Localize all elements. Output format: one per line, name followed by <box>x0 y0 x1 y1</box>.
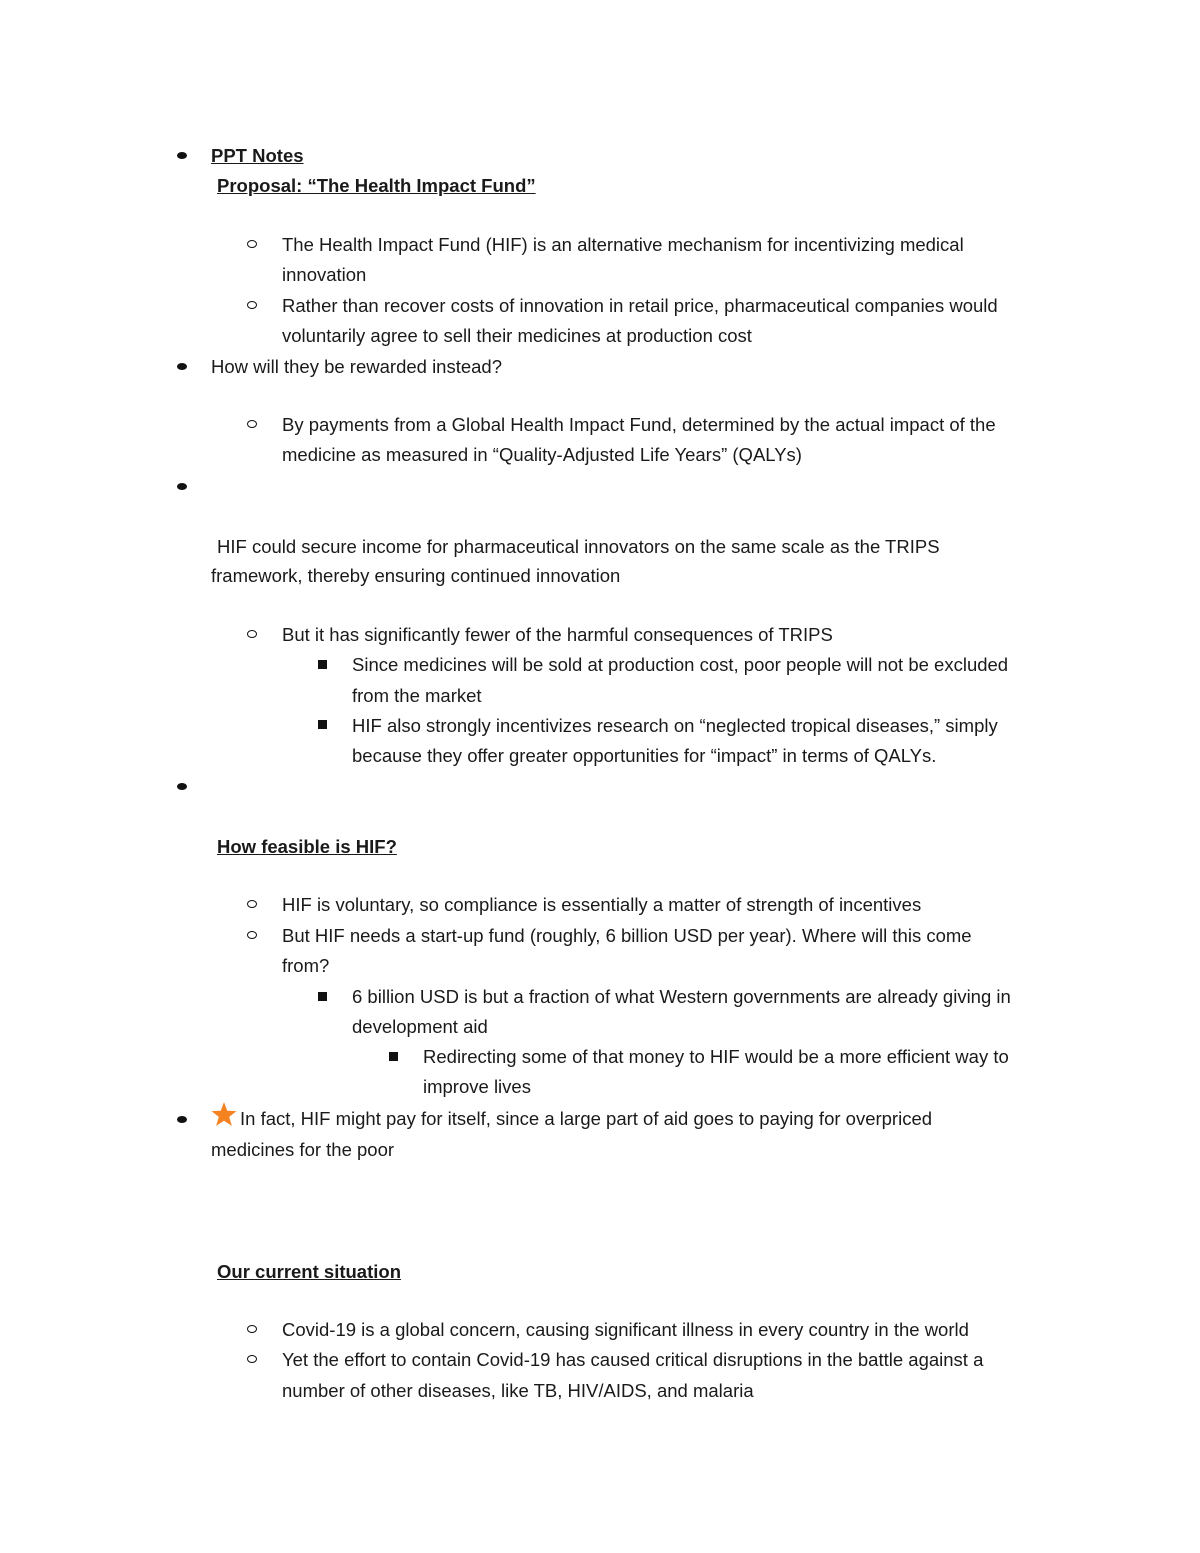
star-icon <box>211 1101 237 1127</box>
text-line: medicines for the poor <box>211 1139 395 1160</box>
bullet-circle <box>247 931 257 939</box>
bullet-disc <box>177 152 187 159</box>
situation-heading: Our current situation <box>217 1261 401 1282</box>
text-line: HIF also strongly incentivizes research on “neglected tropical diseases,” simply <box>352 715 998 736</box>
bullet-circle <box>247 240 257 248</box>
text-line: voluntarily agree to sell their medicines at production cost <box>282 325 752 346</box>
bullet-circle <box>247 900 257 908</box>
bullet-disc <box>177 363 187 370</box>
text-line: number of other diseases, like TB, HIV/AIDS, and malaria <box>282 1380 754 1401</box>
bullet-circle <box>247 301 257 309</box>
text-line: improve lives <box>423 1076 531 1097</box>
text-line: medicine as measured in “Quality-Adjusted Life Years” (QALYs) <box>282 444 802 465</box>
text-line: from? <box>282 955 330 976</box>
text-line: How will they be rewarded instead? <box>211 356 503 377</box>
section-title: PPT Notes <box>211 145 304 166</box>
bullet-square <box>318 992 327 1001</box>
text-line: framework, thereby ensuring continued innovation <box>211 565 621 586</box>
bullet-circle <box>247 630 257 638</box>
bullet-square <box>389 1052 398 1061</box>
bullet-square <box>318 660 327 669</box>
text-line: development aid <box>352 1016 488 1037</box>
text-line: In fact, HIF might pay for itself, since a large part of aid goes to paying for overpriced <box>240 1108 933 1129</box>
bullet-disc <box>177 483 187 490</box>
text-line: Since medicines will be sold at production cost, poor people will not be excluded <box>352 654 1009 675</box>
bullet-disc <box>177 1116 187 1123</box>
bullet-circle <box>247 420 257 428</box>
text-line: HIF is voluntary, so compliance is essentially a matter of strength of incentives <box>282 894 922 915</box>
text-line: from the market <box>352 685 482 706</box>
text-line: The Health Impact Fund (HIF) is an alternative mechanism for incentivizing medical <box>282 234 964 255</box>
bullet-square <box>318 720 327 729</box>
text-line: innovation <box>282 264 367 285</box>
text-line: because they offer greater opportunities for “impact” in terms of QALYs. <box>352 745 937 766</box>
bullet-circle <box>247 1355 257 1363</box>
text-line: But it has significantly fewer of the harmful consequences of TRIPS <box>282 624 833 645</box>
feasibility-heading: How feasible is HIF? <box>217 836 397 857</box>
text-line: HIF could secure income for pharmaceutical innovators on the same scale as the TRIPS <box>217 536 940 557</box>
text-line: Redirecting some of that money to HIF would be a more efficient way to <box>423 1046 1009 1067</box>
bullet-disc <box>177 783 187 790</box>
proposal-heading: Proposal: “The Health Impact Fund” <box>217 175 536 196</box>
text-line: But HIF needs a start-up fund (roughly, 6 billion USD per year). Where will this come <box>282 925 972 946</box>
text-line: By payments from a Global Health Impact Fund, determined by the actual impact of the <box>282 414 996 435</box>
text-line: 6 billion USD is but a fraction of what Western governments are already giving in <box>352 986 1011 1007</box>
text-line: Covid-19 is a global concern, causing significant illness in every country in the world <box>282 1319 969 1340</box>
bullet-circle <box>247 1325 257 1333</box>
text-line: Rather than recover costs of innovation in retail price, pharmaceutical companies would <box>282 295 998 316</box>
text-line: Yet the effort to contain Covid-19 has caused critical disruptions in the battle against a <box>282 1349 984 1370</box>
